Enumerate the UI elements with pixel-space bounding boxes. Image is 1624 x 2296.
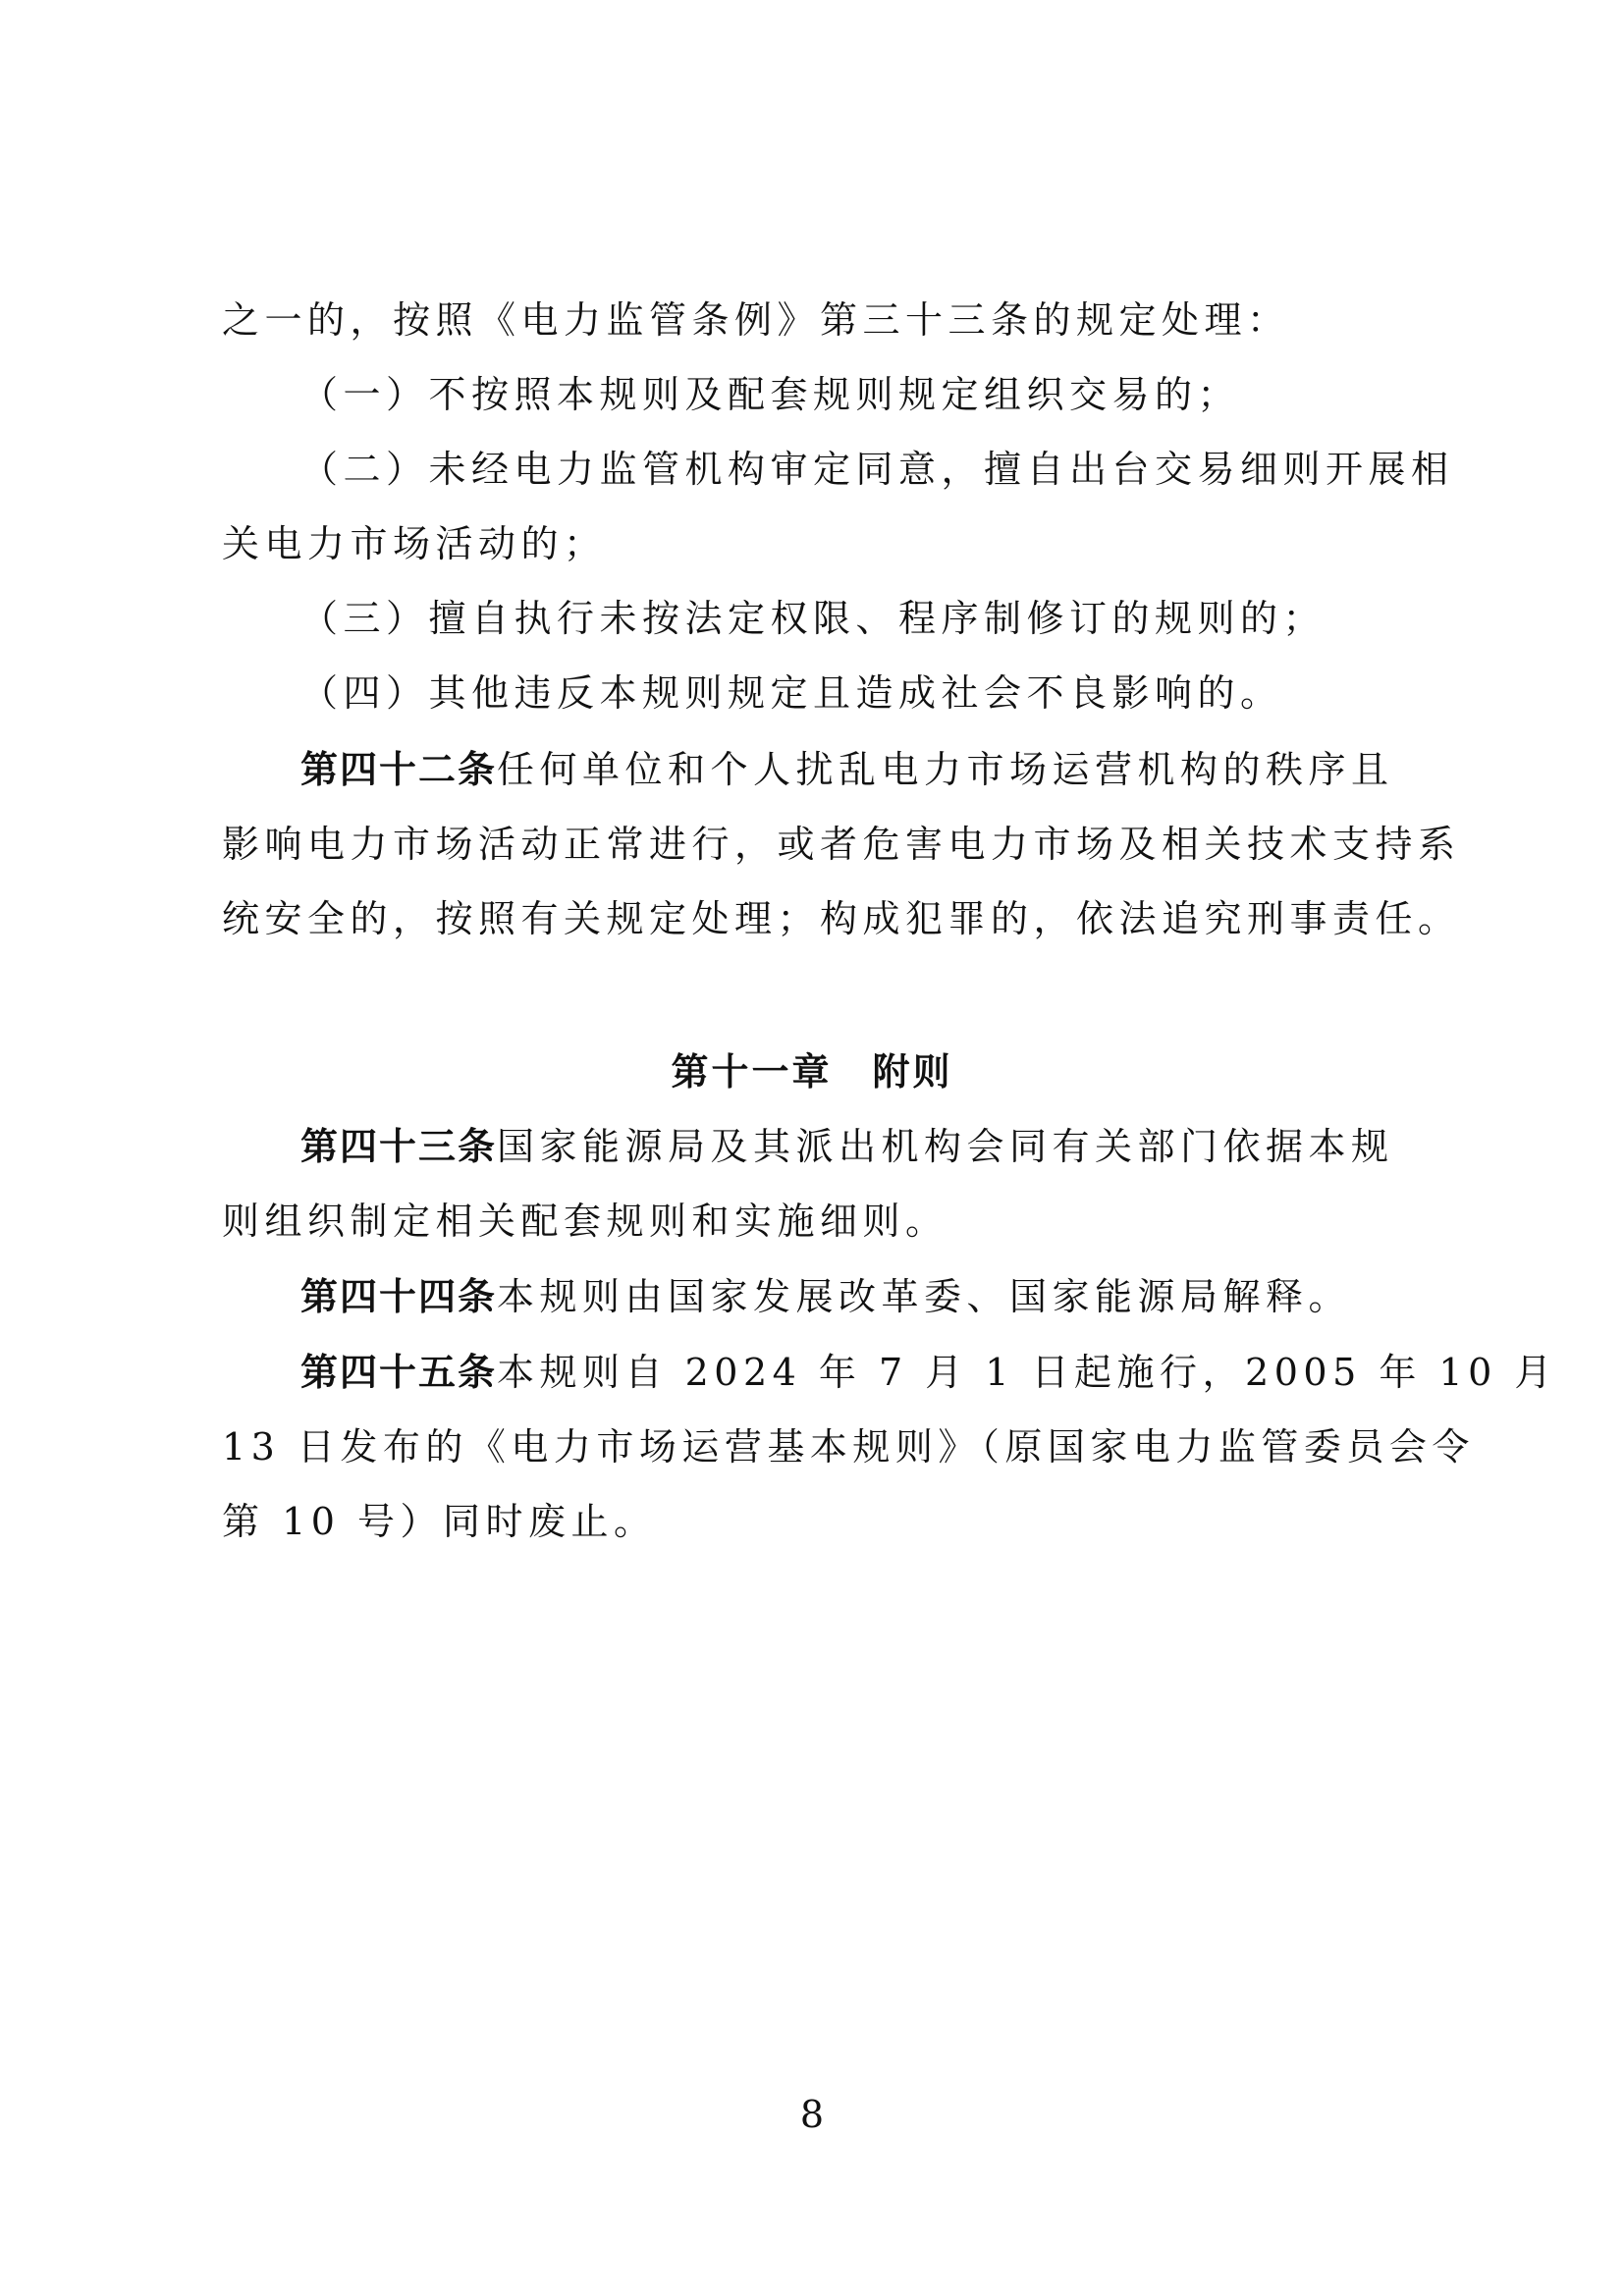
- list-item-3: （三）擅自执行未按法定权限、程序制修订的规则的；: [300, 597, 1326, 640]
- list-item-2-continuation: 关电力市场活动的；: [222, 522, 607, 565]
- article-42-heading: 第四十二条: [300, 748, 498, 791]
- article-43-text: 国家能源局及其派出机构会同有关部门依据本规: [497, 1125, 1394, 1168]
- list-item-4: （四）其他违反本规则规定且造成社会不良影响的。: [300, 671, 1283, 715]
- article-43: [300, 1123, 1394, 1170]
- article-44: [300, 1273, 1351, 1320]
- article-44-text: 本规则由国家发展改革委、国家能源局解释。: [497, 1275, 1352, 1318]
- article-45-line-2: 13 日发布的《电力市场运营基本规则》（原国家电力监管委员会令: [222, 1425, 1475, 1468]
- article-42: [300, 746, 1394, 793]
- article-45-line-3: 第 10 号）同时废止。: [222, 1500, 657, 1543]
- article-45-text: 本规则自 2024 年 7 月 1 日起施行，2005 年 10 月: [497, 1351, 1557, 1394]
- paragraph-line: 之一的，按照《电力监管条例》第三十三条的规定处理：: [222, 298, 1290, 342]
- article-45: [300, 1349, 1557, 1396]
- chapter-title: 第十一章 附则: [671, 1050, 953, 1094]
- article-43-line-2: 则组织制定相关配套规则和实施细则。: [222, 1200, 948, 1243]
- article-42-line-3: 统安全的，按照有关规定处理；构成犯罪的，依法追究刑事责任。: [222, 897, 1461, 940]
- list-item-2: （二）未经电力监管机构审定同意，擅自出台交易细则开展相: [300, 448, 1454, 491]
- page-number: 8: [799, 2093, 825, 2136]
- article-45-heading: 第四十五条: [300, 1351, 498, 1394]
- article-43-heading: 第四十三条: [300, 1125, 498, 1168]
- article-42-line-2: 影响电力市场活动正常进行，或者危害电力市场及相关技术支持系: [222, 823, 1461, 866]
- article-42-text: 任何单位和个人扰乱电力市场运营机构的秩序且: [497, 748, 1394, 791]
- list-item-1: （一）不按照本规则及配套规则规定组织交易的；: [300, 373, 1241, 416]
- article-44-heading: 第四十四条: [300, 1275, 498, 1318]
